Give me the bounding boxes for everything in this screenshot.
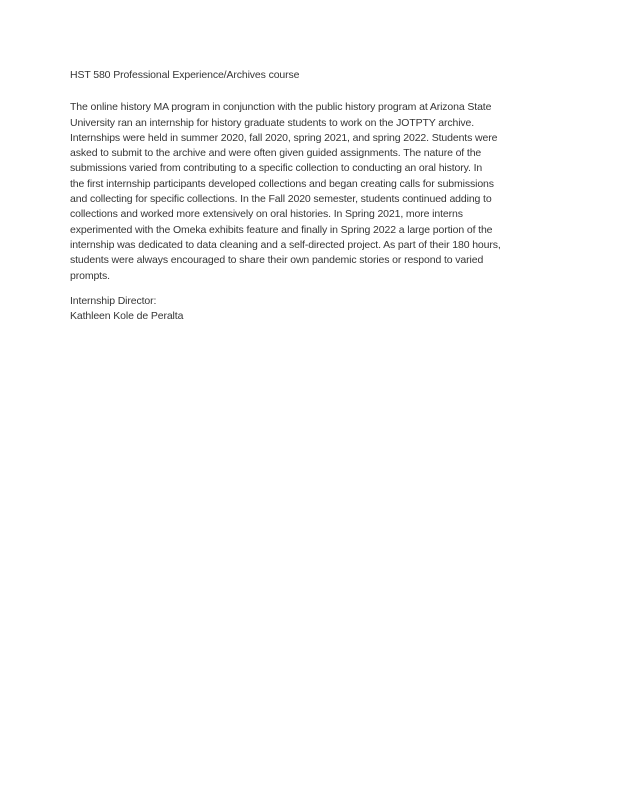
signature-block (70, 294, 546, 325)
paragraph-line: prompts. (70, 269, 110, 282)
course-title: HST 580 Professional Experience/Archives course (70, 69, 300, 81)
paragraph-line: collections and worked more extensively on oral histories. In Spring 2021, more interns (70, 208, 463, 221)
paragraph-line: University ran an internship for history graduate students to work on the JOTPTY archive. (70, 116, 475, 129)
paragraph-line: and collecting for specific collections. In the Fall 2020 semester, students continued adding to (70, 193, 492, 206)
internship-director-label: Internship Director: (70, 294, 157, 307)
paragraph-line: experimented with the Omeka exhibits feature and finally in Spring 2022 a large portion of the (70, 223, 493, 236)
course-description (70, 100, 546, 284)
paragraph-line: The online history MA program in conjunction with the public history program at Arizona State (70, 101, 492, 114)
paragraph-line: the first internship participants developed collections and began creating calls for submissions (70, 177, 494, 190)
paragraph-line: Internships were held in summer 2020, fall 2020, spring 2021, and spring 2022. Students were (70, 131, 498, 144)
paragraph-line: internship was dedicated to data cleaning and a self-directed project. As part of their 180 hours, (70, 238, 501, 251)
paragraph-line: students were always encouraged to share their own pandemic stories or respond to varied (70, 254, 484, 267)
paragraph-line: asked to submit to the archive and were often given guided assignments. The nature of the (70, 147, 482, 160)
paragraph-line: submissions varied from contributing to a specific collection to conducting an oral history. In (70, 162, 483, 175)
internship-director-name: Kathleen Kole de Peralta (70, 310, 184, 323)
